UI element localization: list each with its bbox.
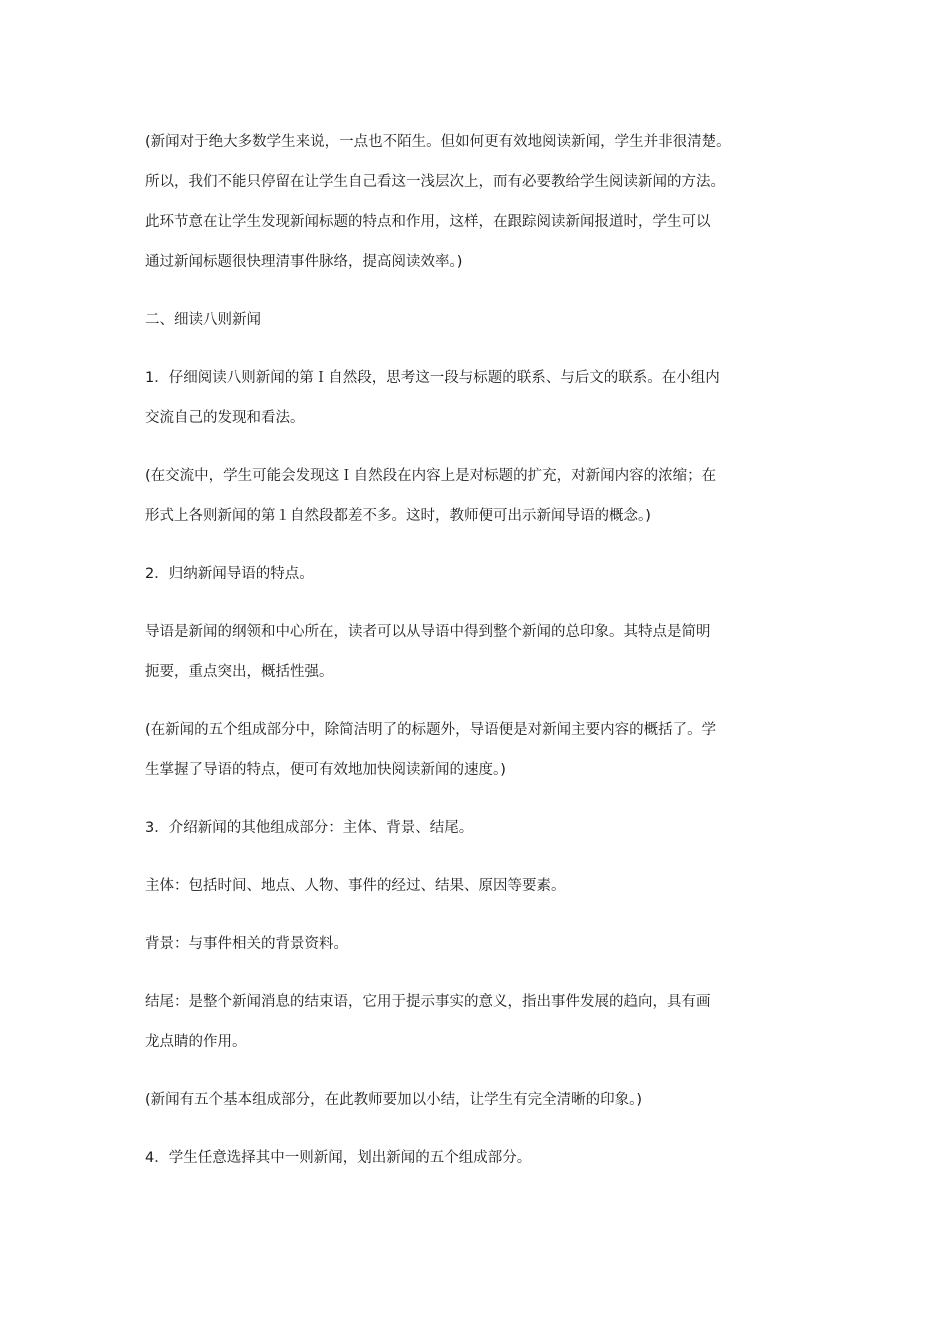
paragraph-ending-definition	[145, 982, 825, 1062]
paragraph-body-definition	[145, 866, 825, 906]
text-line: 所以，我们不能只停留在让学生自己看这一浅层次上，而有必要教给学生阅读新闻的方法。	[145, 174, 725, 190]
text-line: 龙点睛的作用。	[145, 1034, 247, 1050]
paragraph-step-2	[145, 554, 825, 594]
paragraph-step-1	[145, 358, 825, 438]
text-line: (在新闻的五个组成部分中，除简洁明了的标题外，导语便是对新闻主要内容的概括了。学	[145, 722, 717, 738]
paragraph-step-1-note	[145, 456, 825, 536]
text-line: 生掌握了导语的特点，便可有效地加快阅读新闻的速度。)	[145, 762, 506, 778]
text-line: 结尾：是整个新闻消息的结束语，它用于提示事实的意义，指出事件发展的趋向，具有画	[145, 994, 711, 1010]
paragraph-lead-definition	[145, 612, 825, 692]
text-line: (在交流中，学生可能会发现这Ｉ自然段在内容上是对标题的扩充，对新闻内容的浓缩；在	[145, 468, 717, 484]
text-line: 2．归纳新闻导语的特点。	[145, 566, 314, 582]
paragraph-summary-note	[145, 1080, 825, 1120]
text-line: 形式上各则新闻的第１自然段都差不多。这时，教师便可出示新闻导语的概念。)	[145, 508, 651, 524]
paragraph-step-3	[145, 808, 825, 848]
text-line: 3．介绍新闻的其他组成部分：主体、背景、结尾。	[145, 820, 474, 836]
text-line: 背景：与事件相关的背景资料。	[145, 936, 348, 952]
text-line: 1．仔细阅读八则新闻的第Ｉ自然段，思考这一段与标题的联系、与后文的联系。在小组内	[145, 370, 720, 386]
text-line: 主体：包括时间、地点、人物、事件的经过、结果、原因等要素。	[145, 878, 566, 894]
text-line: 二、细读八则新闻	[145, 312, 261, 328]
paragraph-intro-note	[145, 122, 825, 282]
text-line: 交流自己的发现和看法。	[145, 410, 305, 426]
text-line: 导语是新闻的纲领和中心所在，读者可以从导语中得到整个新闻的总印象。其特点是简明	[145, 624, 711, 640]
text-line: 此环节意在让学生发现新闻标题的特点和作用，这样，在跟踪阅读新闻报道时，学生可以	[145, 214, 711, 230]
paragraph-lead-note	[145, 710, 825, 790]
text-line: 4．学生任意选择其中一则新闻，划出新闻的五个组成部分。	[145, 1150, 532, 1166]
paragraph-background-definition	[145, 924, 825, 964]
text-line: 通过新闻标题很快理清事件脉络，提高阅读效率。)	[145, 254, 463, 270]
text-line: 扼要，重点突出，概括性强。	[145, 664, 334, 680]
text-line: (新闻对于绝大多数学生来说，一点也不陌生。但如何更有效地阅读新闻，学生并非很清楚。	[145, 134, 731, 150]
section-heading	[145, 300, 825, 340]
document-body	[145, 122, 825, 1196]
text-line: (新闻有五个基本组成部分，在此教师要加以小结，让学生有完全清晰的印象。)	[145, 1092, 643, 1108]
paragraph-step-4	[145, 1138, 825, 1178]
